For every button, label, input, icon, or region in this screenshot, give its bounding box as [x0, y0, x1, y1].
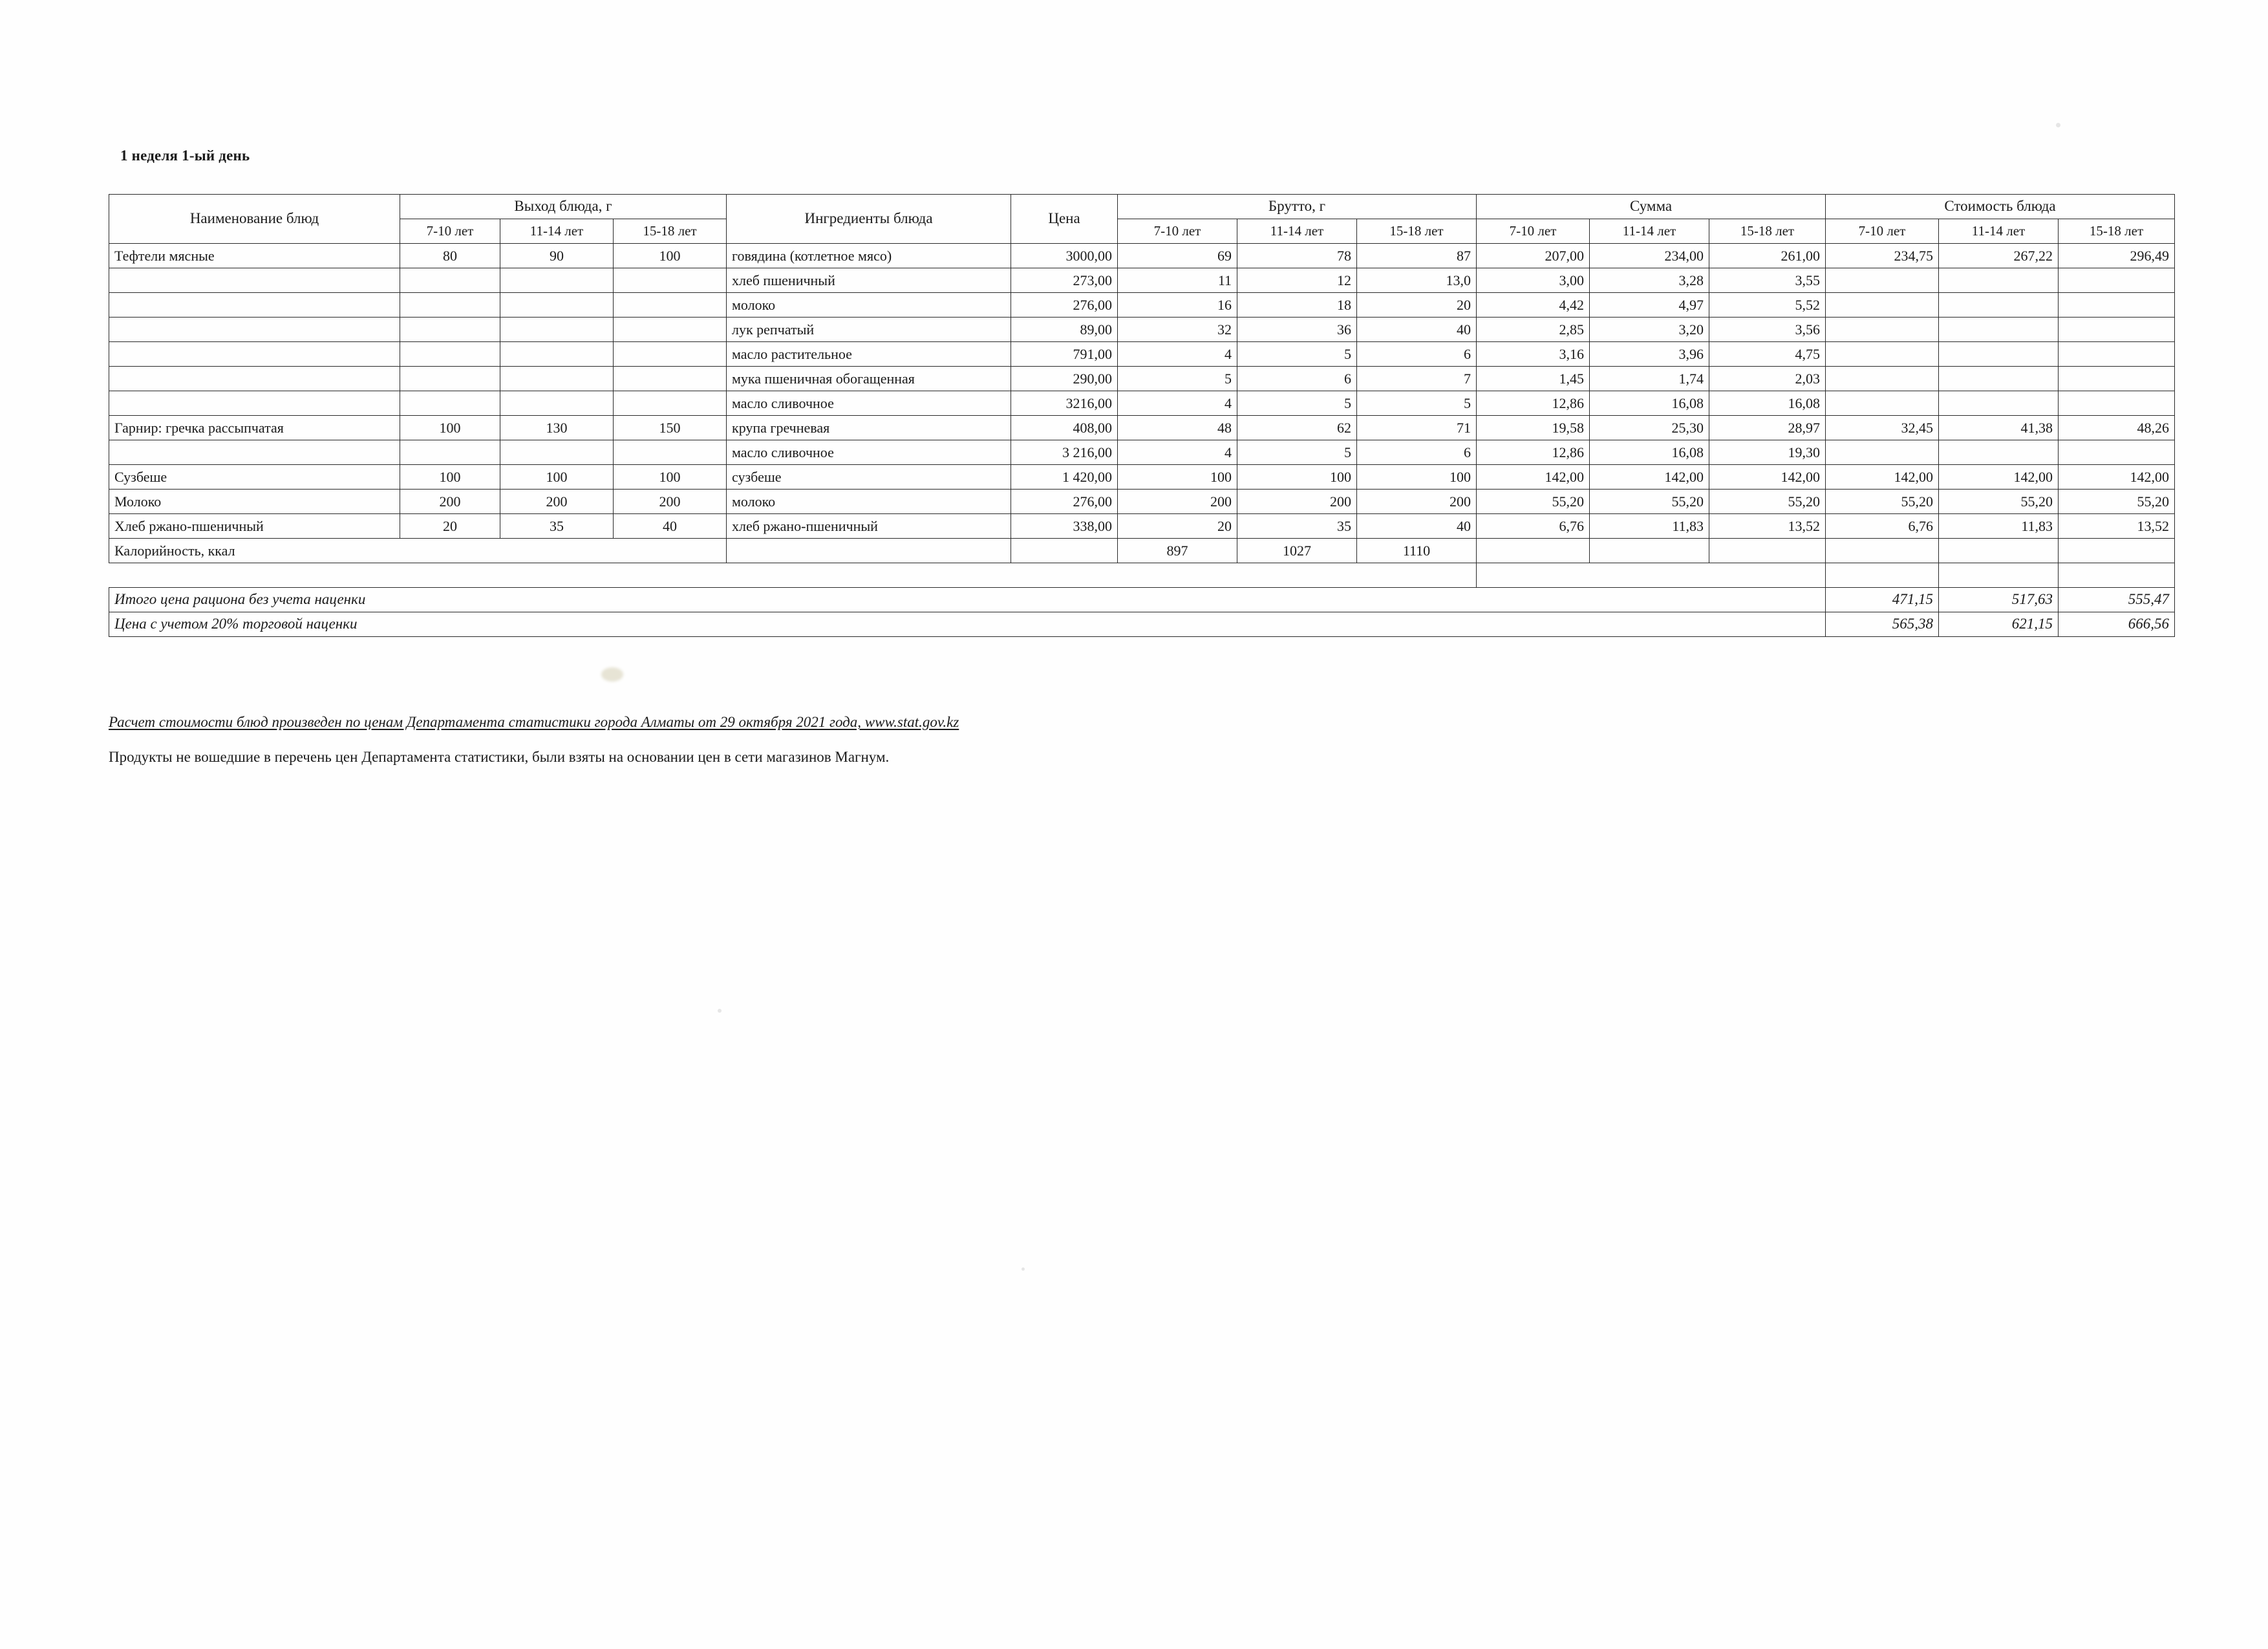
table-row [109, 391, 2175, 416]
total-without-markup-15-18: 555,47 [2059, 588, 2175, 612]
cell-output-15-18 [614, 293, 727, 318]
header-dish-cost: Стоимость блюда [1826, 195, 2175, 219]
header-output-age-15-18: 15-18 лет [614, 219, 727, 244]
table-row [109, 318, 2175, 342]
table-row [109, 514, 2175, 539]
cell-dish [109, 391, 400, 416]
spacer-cost-11-14 [1939, 563, 2059, 588]
cell-output-15-18: 150 [614, 416, 727, 440]
header-dish-output: Выход блюда, г [400, 195, 727, 219]
cell-dish [109, 318, 400, 342]
cell-cost-15-18: 55,20 [2059, 490, 2175, 514]
cell-gross-15-18: 100 [1357, 465, 1477, 490]
cell-gross-7-10: 11 [1118, 268, 1237, 293]
cell-dish [109, 293, 400, 318]
cell-gross-7-10: 16 [1118, 293, 1237, 318]
cell-gross-7-10: 20 [1118, 514, 1237, 539]
calories-11-14: 1027 [1237, 539, 1357, 563]
cell-cost-7-10 [1826, 342, 1939, 367]
cell-ingredient: молоко [727, 490, 1011, 514]
cell-output-7-10 [400, 268, 500, 293]
cell-price: 276,00 [1011, 293, 1118, 318]
cell-gross-7-10: 4 [1118, 391, 1237, 416]
cell-output-7-10: 20 [400, 514, 500, 539]
calories-row [109, 539, 2175, 563]
cell-sum-7-10: 3,00 [1477, 268, 1590, 293]
cell-ingredient: лук репчатый [727, 318, 1011, 342]
header-price: Цена [1011, 195, 1118, 244]
table-row [109, 268, 2175, 293]
scan-speck [1022, 1267, 1025, 1271]
cell-output-15-18 [614, 318, 727, 342]
cell-ingredient: масло растительное [727, 342, 1011, 367]
calories-cost-15-18 [2059, 539, 2175, 563]
cell-sum-15-18: 3,56 [1709, 318, 1826, 342]
cell-cost-7-10: 55,20 [1826, 490, 1939, 514]
cell-output-7-10 [400, 318, 500, 342]
table-row [109, 465, 2175, 490]
cell-sum-15-18: 2,03 [1709, 367, 1826, 391]
cell-sum-11-14: 3,20 [1590, 318, 1709, 342]
cell-dish: Сузбеше [109, 465, 400, 490]
note-magnum-prices: Продукты не вошедшие в перечень цен Департамента статистики, были взяты на основании цен в сети магазинов Магнум. [109, 749, 890, 765]
cell-output-7-10: 200 [400, 490, 500, 514]
cell-sum-15-18: 4,75 [1709, 342, 1826, 367]
cell-sum-15-18: 13,52 [1709, 514, 1826, 539]
table-header-row-2 [109, 219, 2175, 244]
cell-output-11-14 [500, 367, 614, 391]
total-without-markup-7-10: 471,15 [1826, 588, 1939, 612]
cell-gross-11-14: 18 [1237, 293, 1357, 318]
cell-gross-7-10: 100 [1118, 465, 1237, 490]
cell-ingredient: молоко [727, 293, 1011, 318]
cell-price: 3216,00 [1011, 391, 1118, 416]
cell-output-15-18 [614, 268, 727, 293]
cell-price: 89,00 [1011, 318, 1118, 342]
cell-cost-15-18 [2059, 440, 2175, 465]
cell-sum-15-18: 28,97 [1709, 416, 1826, 440]
cell-sum-7-10: 12,86 [1477, 440, 1590, 465]
spacer-cost-15-18 [2059, 563, 2175, 588]
menu-table-container [109, 194, 2170, 637]
cell-output-7-10: 100 [400, 416, 500, 440]
cell-gross-7-10: 200 [1118, 490, 1237, 514]
cell-sum-11-14: 4,97 [1590, 293, 1709, 318]
cell-gross-11-14: 12 [1237, 268, 1357, 293]
cell-output-11-14 [500, 440, 614, 465]
cell-sum-15-18: 19,30 [1709, 440, 1826, 465]
total-row-without-markup [109, 588, 2175, 612]
cell-gross-11-14: 6 [1237, 367, 1357, 391]
cell-gross-15-18: 40 [1357, 318, 1477, 342]
header-ingredients: Ингредиенты блюда [727, 195, 1011, 244]
cell-cost-11-14: 55,20 [1939, 490, 2059, 514]
cell-dish [109, 440, 400, 465]
cell-sum-11-14: 25,30 [1590, 416, 1709, 440]
header-gross-age-11-14: 11-14 лет [1237, 219, 1357, 244]
cell-output-11-14: 35 [500, 514, 614, 539]
scan-speck [718, 1009, 722, 1013]
cell-sum-7-10: 12,86 [1477, 391, 1590, 416]
cell-sum-7-10: 6,76 [1477, 514, 1590, 539]
cell-sum-7-10: 1,45 [1477, 367, 1590, 391]
cell-cost-7-10 [1826, 440, 1939, 465]
cell-cost-11-14 [1939, 293, 2059, 318]
cell-output-7-10 [400, 367, 500, 391]
cell-price: 408,00 [1011, 416, 1118, 440]
cell-cost-15-18: 296,49 [2059, 244, 2175, 268]
cell-gross-11-14: 78 [1237, 244, 1357, 268]
cell-gross-11-14: 100 [1237, 465, 1357, 490]
cell-gross-15-18: 6 [1357, 440, 1477, 465]
cell-dish [109, 367, 400, 391]
cell-sum-15-18: 261,00 [1709, 244, 1826, 268]
cell-dish: Тефтели мясные [109, 244, 400, 268]
spacer-sum [1477, 563, 1826, 588]
cell-sum-7-10: 4,42 [1477, 293, 1590, 318]
cell-output-11-14: 200 [500, 490, 614, 514]
cell-gross-7-10: 4 [1118, 342, 1237, 367]
header-output-age-11-14: 11-14 лет [500, 219, 614, 244]
cell-dish: Хлеб ржано-пшеничный [109, 514, 400, 539]
cell-price: 3000,00 [1011, 244, 1118, 268]
cell-cost-15-18: 48,26 [2059, 416, 2175, 440]
calories-ingredient-spacer [727, 539, 1011, 563]
calories-price-spacer [1011, 539, 1118, 563]
total-with-markup-11-14: 621,15 [1939, 612, 2059, 637]
cell-output-15-18 [614, 367, 727, 391]
cell-gross-11-14: 36 [1237, 318, 1357, 342]
cell-price: 3 216,00 [1011, 440, 1118, 465]
cell-gross-11-14: 5 [1237, 342, 1357, 367]
cell-cost-15-18: 142,00 [2059, 465, 2175, 490]
cell-sum-11-14: 16,08 [1590, 440, 1709, 465]
header-gross: Брутто, г [1118, 195, 1477, 219]
cell-gross-11-14: 5 [1237, 440, 1357, 465]
cell-cost-11-14 [1939, 268, 2059, 293]
cell-gross-15-18: 20 [1357, 293, 1477, 318]
cell-sum-11-14: 16,08 [1590, 391, 1709, 416]
table-row [109, 416, 2175, 440]
cell-ingredient: хлеб пшеничный [727, 268, 1011, 293]
cell-gross-7-10: 4 [1118, 440, 1237, 465]
cell-sum-11-14: 3,96 [1590, 342, 1709, 367]
cell-gross-11-14: 200 [1237, 490, 1357, 514]
table-row [109, 490, 2175, 514]
total-label-with-markup: Цена с учетом 20% торговой наценки [109, 612, 1826, 637]
cell-cost-11-14: 142,00 [1939, 465, 2059, 490]
header-cost-age-11-14: 11-14 лет [1939, 219, 2059, 244]
header-dish-name: Наименование блюд [109, 195, 400, 244]
cell-sum-11-14: 1,74 [1590, 367, 1709, 391]
cell-dish: Молоко [109, 490, 400, 514]
cell-cost-7-10: 234,75 [1826, 244, 1939, 268]
cell-cost-15-18 [2059, 293, 2175, 318]
cell-gross-11-14: 5 [1237, 391, 1357, 416]
cell-cost-7-10 [1826, 268, 1939, 293]
calories-sum-11-14 [1590, 539, 1709, 563]
cell-ingredient: крупа гречневая [727, 416, 1011, 440]
cell-ingredient: хлеб ржано-пшеничный [727, 514, 1011, 539]
cell-gross-7-10: 48 [1118, 416, 1237, 440]
header-gross-age-7-10: 7-10 лет [1118, 219, 1237, 244]
total-label-without-markup: Итого цена рациона без учета наценки [109, 588, 1826, 612]
cell-sum-11-14: 11,83 [1590, 514, 1709, 539]
cell-cost-7-10 [1826, 318, 1939, 342]
cell-cost-7-10: 32,45 [1826, 416, 1939, 440]
cell-gross-15-18: 13,0 [1357, 268, 1477, 293]
calories-15-18: 1110 [1357, 539, 1477, 563]
cell-output-7-10: 80 [400, 244, 500, 268]
cell-cost-15-18 [2059, 367, 2175, 391]
cell-sum-15-18: 16,08 [1709, 391, 1826, 416]
cell-output-11-14 [500, 318, 614, 342]
cell-gross-7-10: 5 [1118, 367, 1237, 391]
cell-cost-7-10: 142,00 [1826, 465, 1939, 490]
cell-gross-7-10: 32 [1118, 318, 1237, 342]
spacer-mid [1118, 563, 1477, 588]
cell-cost-15-18 [2059, 391, 2175, 416]
cell-cost-11-14: 11,83 [1939, 514, 2059, 539]
cell-cost-11-14 [1939, 318, 2059, 342]
cell-cost-11-14 [1939, 342, 2059, 367]
table-row [109, 293, 2175, 318]
cell-cost-15-18: 13,52 [2059, 514, 2175, 539]
cell-ingredient: мука пшеничная обогащенная [727, 367, 1011, 391]
cell-output-11-14 [500, 293, 614, 318]
cell-sum-11-14: 55,20 [1590, 490, 1709, 514]
cell-gross-15-18: 40 [1357, 514, 1477, 539]
cell-gross-15-18: 7 [1357, 367, 1477, 391]
cell-output-7-10: 100 [400, 465, 500, 490]
cell-dish: Гарнир: гречка рассыпчатая [109, 416, 400, 440]
cell-cost-11-14: 267,22 [1939, 244, 2059, 268]
header-sum-age-11-14: 11-14 лет [1590, 219, 1709, 244]
cell-gross-15-18: 5 [1357, 391, 1477, 416]
cell-gross-15-18: 87 [1357, 244, 1477, 268]
cell-price: 338,00 [1011, 514, 1118, 539]
cell-output-15-18: 40 [614, 514, 727, 539]
header-gross-age-15-18: 15-18 лет [1357, 219, 1477, 244]
cell-cost-7-10 [1826, 293, 1939, 318]
cell-price: 273,00 [1011, 268, 1118, 293]
spacer-row [109, 563, 2175, 588]
cell-sum-15-18: 55,20 [1709, 490, 1826, 514]
cell-sum-7-10: 207,00 [1477, 244, 1590, 268]
cell-ingredient: масло сливочное [727, 391, 1011, 416]
cell-sum-11-14: 3,28 [1590, 268, 1709, 293]
header-sum-age-7-10: 7-10 лет [1477, 219, 1590, 244]
calories-cost-11-14 [1939, 539, 2059, 563]
cell-gross-15-18: 6 [1357, 342, 1477, 367]
calories-cost-7-10 [1826, 539, 1939, 563]
cell-gross-11-14: 35 [1237, 514, 1357, 539]
cell-dish [109, 268, 400, 293]
cell-output-7-10 [400, 440, 500, 465]
spacer-left [109, 563, 1118, 588]
spacer-cost-7-10 [1826, 563, 1939, 588]
cell-cost-15-18 [2059, 268, 2175, 293]
calories-label: Калорийность, ккал [109, 539, 727, 563]
header-output-age-7-10: 7-10 лет [400, 219, 500, 244]
cell-sum-15-18: 142,00 [1709, 465, 1826, 490]
table-row [109, 440, 2175, 465]
cell-price: 276,00 [1011, 490, 1118, 514]
header-cost-age-7-10: 7-10 лет [1826, 219, 1939, 244]
total-row-with-markup [109, 612, 2175, 637]
cell-cost-11-14 [1939, 391, 2059, 416]
cell-ingredient: сузбеше [727, 465, 1011, 490]
cell-gross-15-18: 71 [1357, 416, 1477, 440]
cell-cost-7-10 [1826, 367, 1939, 391]
scan-speck [2056, 123, 2060, 127]
table-row [109, 244, 2175, 268]
total-with-markup-15-18: 666,56 [2059, 612, 2175, 637]
cell-cost-7-10 [1826, 391, 1939, 416]
cell-output-15-18: 200 [614, 490, 727, 514]
cell-output-15-18: 100 [614, 244, 727, 268]
cell-sum-7-10: 2,85 [1477, 318, 1590, 342]
cell-cost-11-14 [1939, 367, 2059, 391]
cell-output-7-10 [400, 293, 500, 318]
menu-table [109, 194, 2175, 637]
cell-output-11-14 [500, 342, 614, 367]
cell-sum-15-18: 3,55 [1709, 268, 1826, 293]
cell-cost-7-10: 6,76 [1826, 514, 1939, 539]
cell-ingredient: масло сливочное [727, 440, 1011, 465]
cell-sum-15-18: 5,52 [1709, 293, 1826, 318]
cell-cost-15-18 [2059, 342, 2175, 367]
cell-cost-15-18 [2059, 318, 2175, 342]
cell-cost-11-14 [1939, 440, 2059, 465]
cell-sum-7-10: 19,58 [1477, 416, 1590, 440]
cell-ingredient: говядина (котлетное мясо) [727, 244, 1011, 268]
cell-output-15-18 [614, 440, 727, 465]
cell-sum-11-14: 142,00 [1590, 465, 1709, 490]
cell-output-7-10 [400, 342, 500, 367]
cell-output-11-14: 90 [500, 244, 614, 268]
cell-gross-7-10: 69 [1118, 244, 1237, 268]
cell-price: 791,00 [1011, 342, 1118, 367]
table-row [109, 342, 2175, 367]
cell-dish [109, 342, 400, 367]
cell-gross-11-14: 62 [1237, 416, 1357, 440]
table-row [109, 367, 2175, 391]
page-title: 1 неделя 1-ый день [120, 147, 250, 164]
cell-output-15-18: 100 [614, 465, 727, 490]
cell-output-11-14: 100 [500, 465, 614, 490]
cell-sum-7-10: 55,20 [1477, 490, 1590, 514]
table-header-row-1 [109, 195, 2175, 219]
calories-sum-15-18 [1709, 539, 1826, 563]
header-sum: Сумма [1477, 195, 1826, 219]
cell-cost-11-14: 41,38 [1939, 416, 2059, 440]
note-statistics-source: Расчет стоимости блюд произведен по ценам Департамента статистики города Алматы от 29 октября 2021 года, www.stat.gov.kz [109, 714, 959, 730]
header-cost-age-15-18: 15-18 лет [2059, 219, 2175, 244]
cell-output-11-14 [500, 391, 614, 416]
cell-output-11-14: 130 [500, 416, 614, 440]
cell-gross-15-18: 200 [1357, 490, 1477, 514]
calories-sum-7-10 [1477, 539, 1590, 563]
scan-smudge [601, 667, 623, 682]
cell-sum-7-10: 3,16 [1477, 342, 1590, 367]
calories-7-10: 897 [1118, 539, 1237, 563]
cell-sum-11-14: 234,00 [1590, 244, 1709, 268]
cell-output-7-10 [400, 391, 500, 416]
cell-sum-7-10: 142,00 [1477, 465, 1590, 490]
cell-price: 1 420,00 [1011, 465, 1118, 490]
cell-price: 290,00 [1011, 367, 1118, 391]
cell-output-15-18 [614, 342, 727, 367]
cell-output-11-14 [500, 268, 614, 293]
total-with-markup-7-10: 565,38 [1826, 612, 1939, 637]
cell-output-15-18 [614, 391, 727, 416]
total-without-markup-11-14: 517,63 [1939, 588, 2059, 612]
header-sum-age-15-18: 15-18 лет [1709, 219, 1826, 244]
